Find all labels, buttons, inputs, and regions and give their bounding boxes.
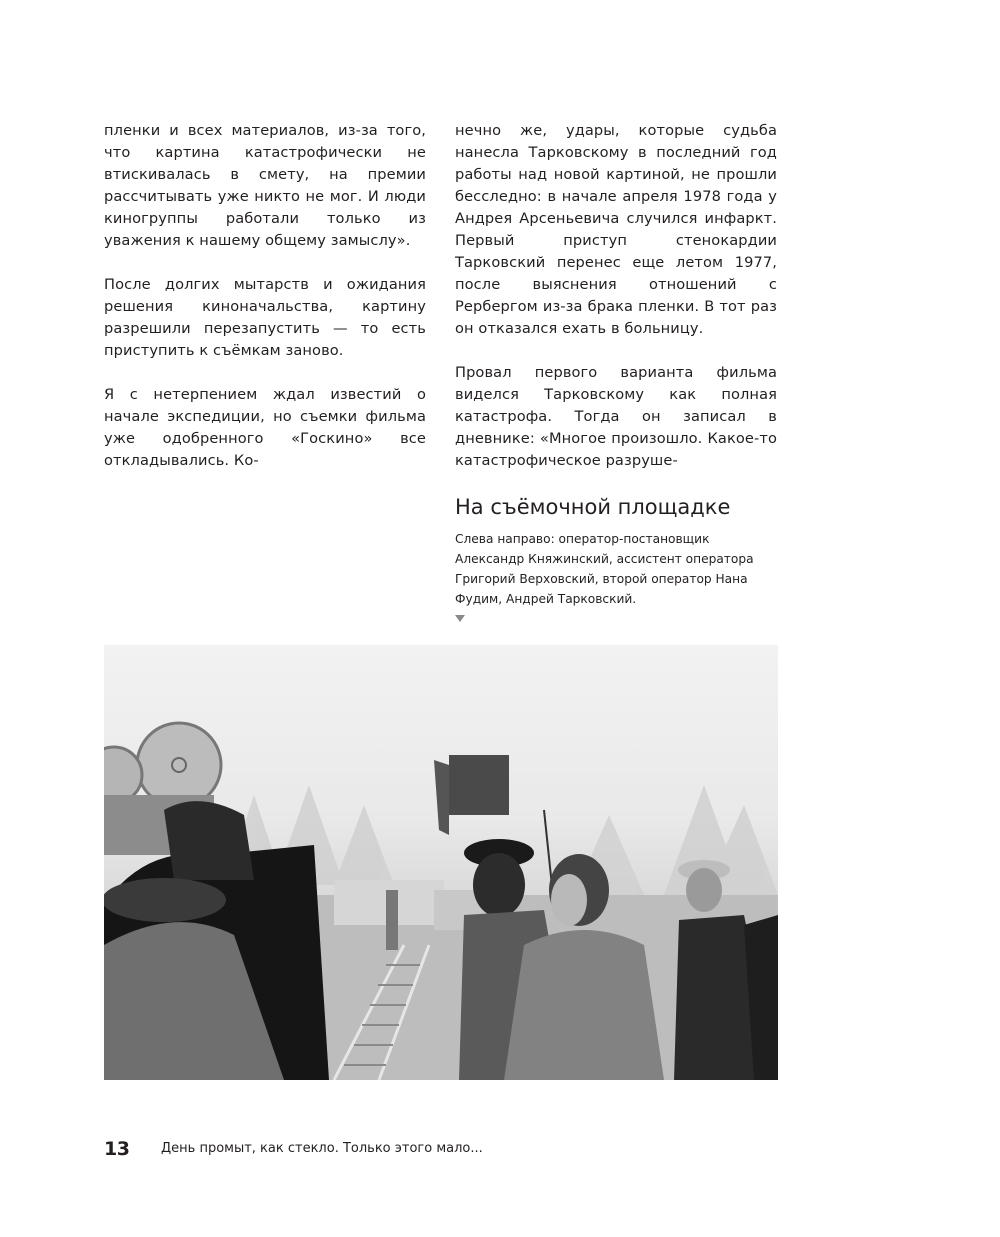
paragraph: пленки и всех материалов, из-за того, что картина катастрофически не втискивалась в смету, на премии рассчитывать уже никто не мог. И люди киногруппы работали только из уважения к нашему общему замыслу». (104, 122, 426, 249)
photo-illustration (104, 645, 778, 1080)
paragraph: После долгих мытарств и ожидания решения киноначальства, картину разрешили перезапустить — то есть приступить к съёмкам заново. (104, 276, 426, 359)
caption-title: На съёмочной площадке (455, 495, 731, 519)
page-number: 13 (104, 1138, 130, 1160)
triangle-down-icon (455, 615, 465, 622)
running-title: День промыт, как стекло. Только этого мало... (161, 1141, 483, 1156)
paragraph: Провал первого варианта фильма виделся Тарковскому как полная катастрофа. Тогда он записал в дневнике: «Многое произошло. Какое-то катастрофическое разруше- (455, 364, 777, 469)
paragraph: нечно же, удары, которые судьба нанесла Тарковскому в последний год работы над новой картиной, не прошли бесследно: в начале апреля 1978 года у Андрея Арсеньевича случился инфаркт. Первый приступ стенокардии Тарковский перенес еще летом 1977, после выяснения отношений с Рербергом из-за брака пленки. В тот раз он отказался ехать в больницу. (455, 122, 777, 337)
film-set-photo (104, 645, 778, 1080)
left-text-column (104, 120, 426, 494)
right-text-column (455, 120, 777, 494)
photo-caption (455, 493, 775, 622)
caption-text: Слева направо: оператор-постановщик Александр Княжинский, ассистент оператора Григорий Верховский, второй оператор Нана Фудим, Андрей Тарковский. (455, 532, 754, 606)
paragraph: Я с нетерпением ждал известий о начале экспедиции, но съемки фильма уже одобренного «Госкино» все откладывались. Ко- (104, 386, 426, 469)
